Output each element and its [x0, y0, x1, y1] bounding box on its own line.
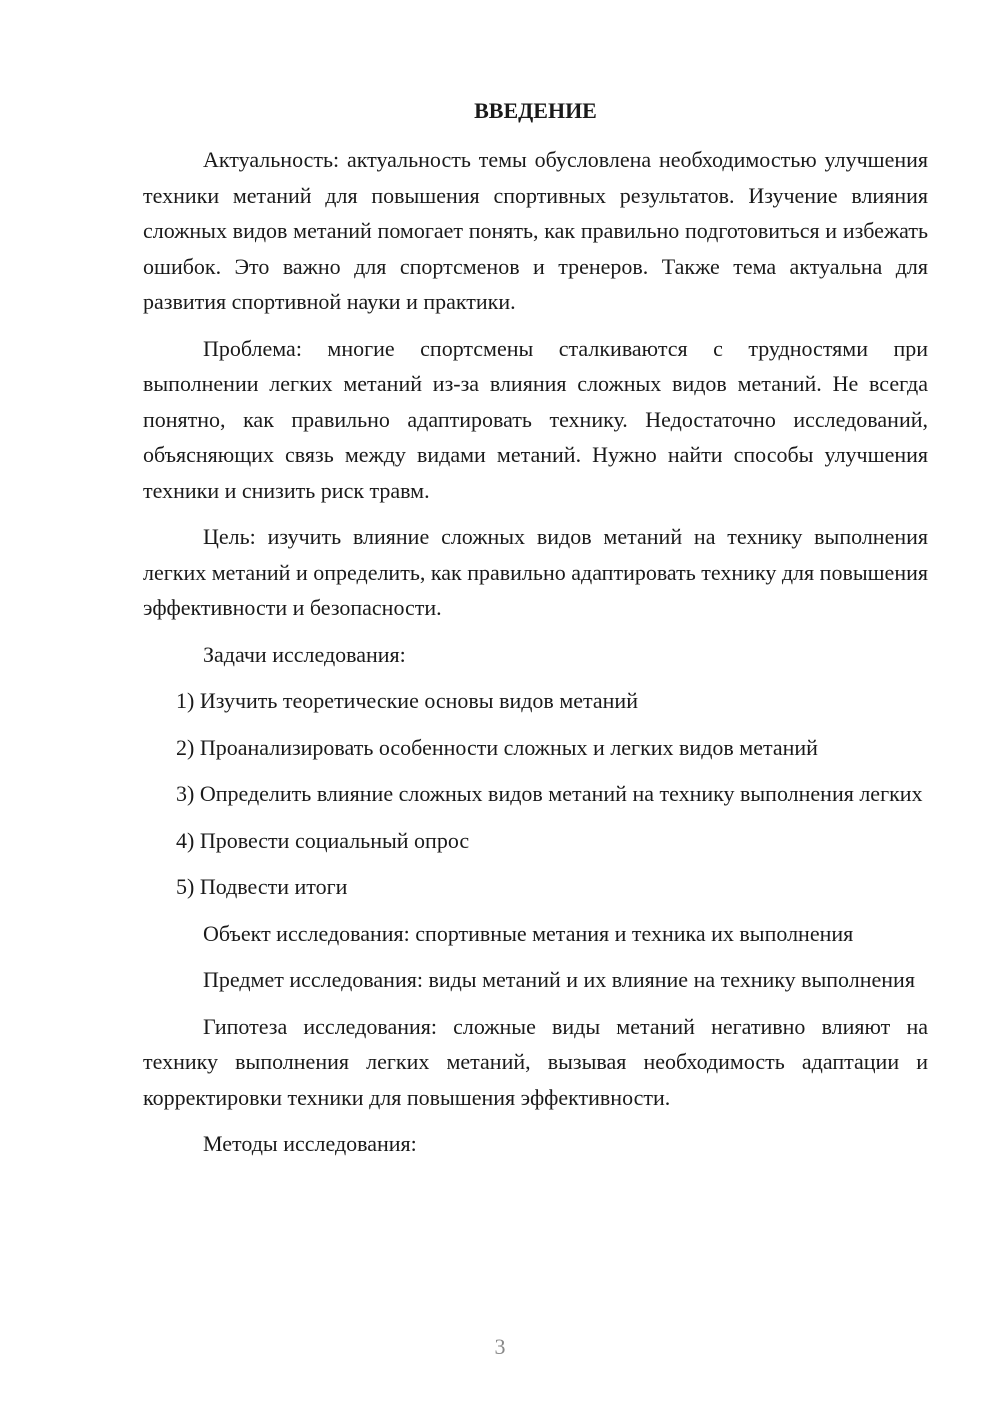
- page-body: [143, 96, 928, 1173]
- tasks-heading: Задачи исследования:: [203, 641, 406, 667]
- relevance-paragraph: Актуальность: актуальность темы обусловлена необходимостью улучшения техники метаний для повышения спортивных результатов. Изучение влияния сложных видов метаний помогает понять, как правильно подготовиться и избежать ошибок. Это важно для спортсменов и тренеров. Также тема актуальна для развития спортивной науки и практики.: [143, 147, 928, 314]
- object-paragraph: Объект исследования: спортивные метания и техника их выполнения: [203, 920, 854, 946]
- list-item: 5) Подвести итоги: [176, 874, 348, 899]
- problem-paragraph: Проблема: многие спортсмены сталкиваются с трудностями при выполнении легких метаний из-за влияния сложных видов метаний. Не всегда понятно, как правильно адаптировать технику. Недостаточно исследований, объясняющих связь между видами метаний. Нужно найти способы улучшения техники и снизить риск травм.: [143, 335, 928, 503]
- list-item: 3) Определить влияние сложных видов метаний на технику выполнения легких: [176, 781, 923, 806]
- list-item: 4) Провести социальный опрос: [176, 827, 470, 853]
- list-item: 1) Изучить теоретические основы видов метаний: [176, 688, 638, 713]
- methods-heading: Методы исследования:: [203, 1131, 417, 1156]
- list-item: 2) Проанализировать особенности сложных и легких видов метаний: [176, 734, 818, 760]
- goal-paragraph: Цель: изучить влияние сложных видов метаний на технику выполнения легких метаний и определить, как правильно адаптировать технику для повышения эффективности и безопасности.: [143, 524, 928, 620]
- page-title: ВВЕДЕНИЕ: [474, 98, 597, 123]
- subject-paragraph: Предмет исследования: виды метаний и их влияние на технику выполнения: [203, 967, 915, 992]
- hypothesis-paragraph: Гипотеза исследования: сложные виды метаний негативно влияют на технику выполнения легких метаний, вызывая необходимость адаптации и корректировки техники для повышения эффективности.: [143, 1013, 928, 1110]
- page-number: 3: [494, 1334, 506, 1359]
